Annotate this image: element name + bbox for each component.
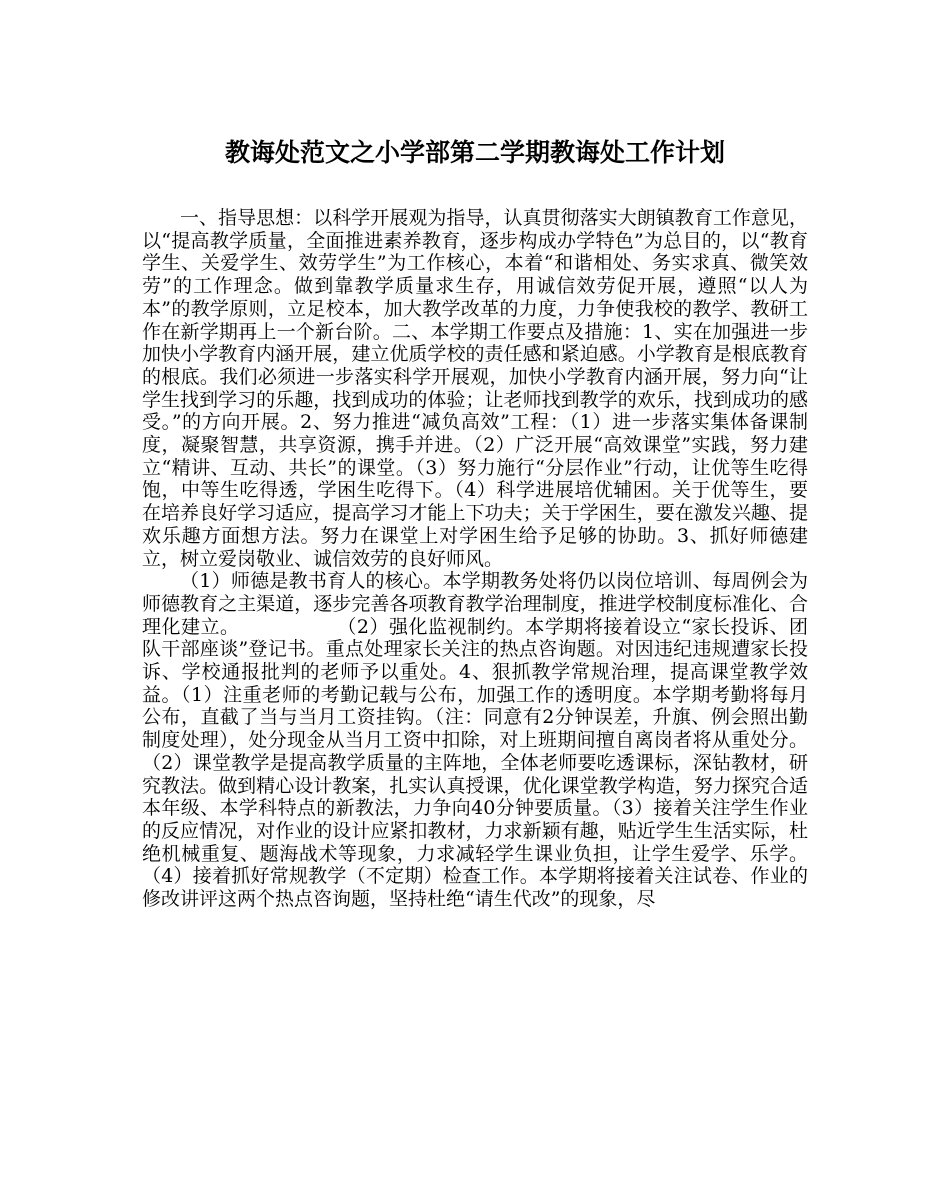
- body-paragraph-2: （1）师德是教书育人的核心。本学期教务处将仍以岗位培训、每周例会为师德教育之主渠道，逐步完善各项教育教学治理制度，推进学校制度标准化、合理化建立。 （2）强化监视制约。本学期将接着设立“家长投诉、团队干部座谈”登记书。重点处理家长关注的热点咨询题。对因违纪违规遭家长投诉、学校通报批判的老师予以重处。4、狠抓教学常规治理，提高课堂教学效益。（1）注重老师的考勤记载与公布，加强工作的透明度。本学期考勤将每月公布，直截了当与当月工资挂钩。（注：同意有2分钟误差，升旗、例会照出勤制度处理），处分现金从当月工资中扣除，对上班期间擅自离岗者将从重处分。（2）课堂教学是提高教学质量的主阵地，全体老师要吃透课标，深钻教材，研究教法。做到精心设计教案，扎实认真授课，优化课堂教学构造，努力探究合适本年级、本学科特点的新教法，力争向40分钟要质量。（3）接着关注学生作业的反应情况，对作业的设计应紧扣教材，力求新颖有趣，贴近学生生活实际，杜绝机械重复、题海战术等现象，力求减轻学生课业负担，让学生爱学、乐学。（4）接着抓好常规教学（不定期）检查工作。本学期将接着关注试卷、作业的修改讲评这两个热点咨询题，坚持杜绝“请生代改”的现象，尽: [142, 570, 808, 911]
- document-body: [142, 207, 808, 911]
- document-title: 教诲处范文之小学部第二学期教诲处工作计划: [224, 138, 725, 167]
- body-paragraph-1: 一、指导思想：以科学开展观为指导，认真贯彻落实大朗镇教育工作意见，以“提高教学质量，全面推进素养教育，逐步构成办学特色”为总目的，以“教育学生、关爱学生、效劳学生”为工作核心，本着“和谐相处、务实求真、微笑效劳”的工作理念。做到靠教学质量求生存，用诚信效劳促开展，遵照“以人为本”的教学原则，立足校本，加大教学改革的力度，力争使我校的教学、教研工作在新学期再上一个新台阶。二、本学期工作要点及措施：1、实在加强进一步加快小学教育内涵开展，建立优质学校的责任感和紧迫感。小学教育是根底教育的根底。我们必须进一步落实科学开展观，加快小学教育内涵开展，努力向“让学生找到学习的乐趣，找到成功的体验；让老师找到教学的欢乐，找到成功的感受。”的方向开展。2、努力推进“减负高效”工程：（1）进一步落实集体备课制度，凝聚智慧，共享资源，携手并进。（2）广泛开展“高效课堂”实践，努力建立“精讲、互动、共长”的课堂。（3）努力施行“分层作业”行动，让优等生吃得饱，中等生吃得透，学困生吃得下。（4）科学进展培优辅困。关于优等生，要在培养良好学习适应，提高学习才能上下功夫；关于学困生，要在激发兴趣、提欢乐趣方面想方法。努力在课堂上对学困生给予足够的协助。3、抓好师德建立，树立爱岗敬业、诚信效劳的良好师风。: [142, 207, 808, 570]
